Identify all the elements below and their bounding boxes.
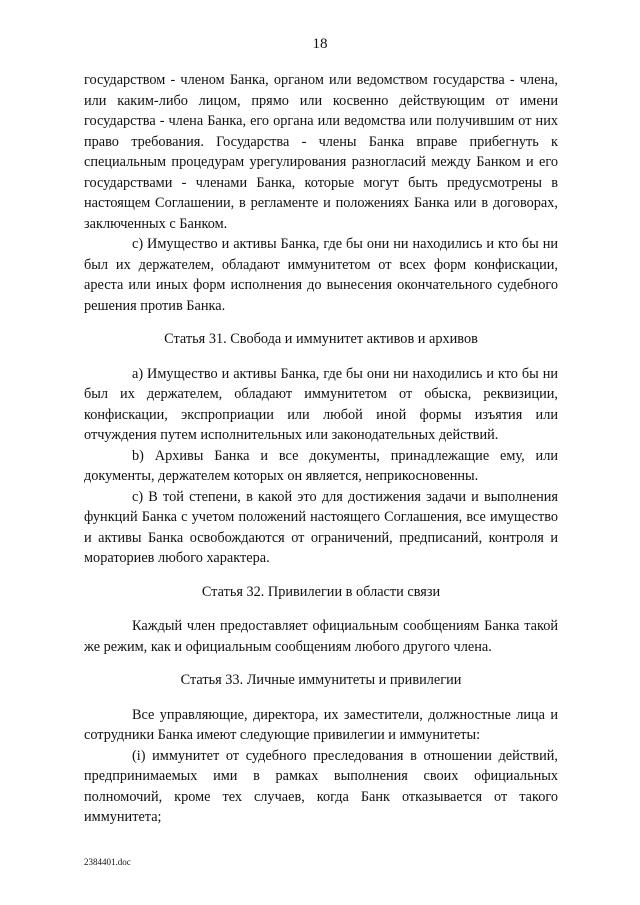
paragraph-33-intro: Все управляющие, директора, их заместители, должностные лица и сотрудники Банка имеют следующие привилегии и иммунитеты: — [84, 706, 558, 743]
paragraph-30c: c) Имущество и активы Банка, где бы они ни находились и кто бы ни был их держателем, обладают иммунитетом от всех форм конфискации, ареста или иных форм исполнения до вынесения окончательного судебного решения против Банка. — [84, 236, 558, 314]
paragraph-31a: a) Имущество и активы Банка, где бы они ни находились и кто бы ни был их держателем, обладают иммунитетом от обыска, реквизиции, конфискации, экспроприации или любой иной формы изъятия или отчуждения путем исполнительных или законодательных действий. — [84, 365, 558, 443]
document-body — [84, 70, 558, 828]
paragraph-33-i: (i) иммунитет от судебного преследования в отношении действий, предпринимаемых ими в рамках выполнения своих официальных полномочий, кроме тех случаев, когда Банк отказывается от такого иммунитета; — [84, 747, 558, 825]
page-number: 18 — [312, 36, 328, 52]
article-32-heading: Статья 32. Привилегии в области связи — [201, 583, 441, 600]
paragraph-31b: b) Архивы Банка и все документы, принадлежащие ему, или документы, держателем которых он является, неприкосновенны. — [84, 447, 558, 484]
article-31-heading: Статья 31. Свобода и иммунитет активов и архивов — [164, 331, 478, 347]
article-33-heading: Статья 33. Личные иммунитеты и привилегии — [180, 672, 462, 688]
paragraph-32: Каждый член предоставляет официальным сообщениям Банка такой же режим, как и официальным сообщениям любого другого члена. — [84, 618, 558, 655]
document-filename-footer: 2384401.doc — [84, 857, 131, 867]
paragraph-continuation: государством - членом Банка, органом или ведомством государства - члена, или каким-либо лицом, прямо или косвенно действующим от имени государства - члена Банка, его органа или ведомства или получившим от них право требования. Государства - члены Банка вправе прибегнуть к специальным процедурам урегулирования разногласий между Банком и его государствами - членами Банка, которые могут быть предусмотрены в настоящем Соглашении, в регламенте и положениях Банка или в договорах, заключенных с Банком. — [84, 72, 558, 232]
paragraph-31c: c) В той степени, в какой это для достижения задачи и выполнения функций Банка с учетом положений настоящего Соглашения, все имущество и активы Банка освобождаются от ограничений, предписаний, контроля и мораториев любого характера. — [84, 488, 558, 566]
